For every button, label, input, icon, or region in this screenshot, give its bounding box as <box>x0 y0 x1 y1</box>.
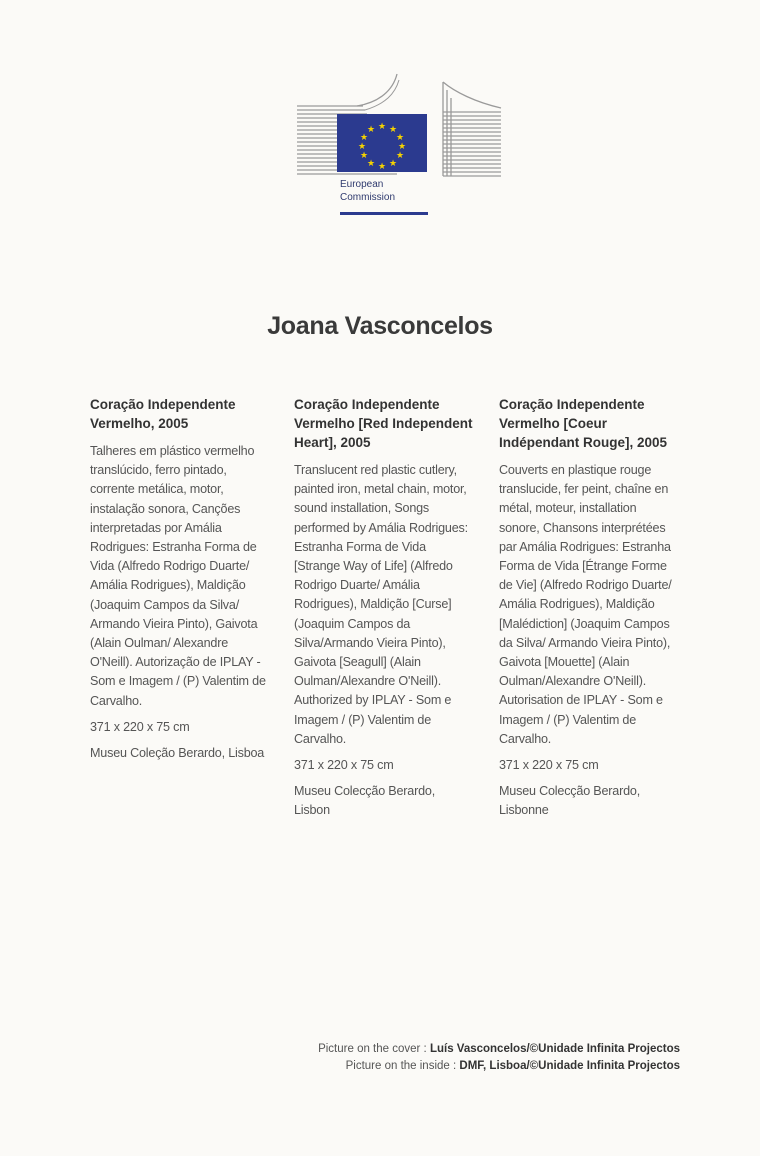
svg-text:★: ★ <box>359 133 369 143</box>
inside-credit <box>318 1058 680 1075</box>
svg-text:★: ★ <box>377 122 387 132</box>
cover-credit-label: Picture on the cover : <box>318 1043 430 1055</box>
svg-text:★: ★ <box>395 151 405 161</box>
svg-text:★: ★ <box>359 151 369 161</box>
artwork-dimensions: 371 x 220 x 75 cm <box>294 758 394 773</box>
logo-stripes-right <box>443 82 501 176</box>
artwork-title: Coração Independente Vermelho, 2005 <box>90 397 236 431</box>
svg-text:★: ★ <box>395 133 405 143</box>
svg-text:★: ★ <box>397 142 407 152</box>
svg-text:★: ★ <box>377 162 387 172</box>
inside-credit-value: DMF, Lisboa/©Unidade Infinita Projectos <box>459 1060 680 1072</box>
svg-text:★: ★ <box>388 125 398 135</box>
column-french <box>499 395 679 828</box>
artwork-location: Museu Colecção Berardo, Lisbonne <box>499 784 641 818</box>
artwork-description: Translucent red plastic cutlery, painted iron, metal chain, motor, sound installation, Songs performed by Amália Rodrigues: Estranha Forma de Vida [Strange Way of Life] (Alfredo Rodrigo Duarte/ Amália Rodrigues), Maldição [Curse] (Joaquim Campos da Silva/Armando Vieira Pinto), Gaivota [Seagull] (Alain Oulman/Alexandre O'Neill). Authorized by IPLAY - Som e Imagem / (P) Valentim de Carvalho. <box>294 463 468 746</box>
artwork-location: Museu Coleção Berardo, Lisboa <box>90 746 265 761</box>
artwork-title: Coração Independente Vermelho [Red Independent Heart], 2005 <box>294 397 473 450</box>
logo-caption-line1: European <box>340 179 384 190</box>
author-name: Joana Vasconcelos <box>267 312 493 340</box>
svg-text:★: ★ <box>357 142 367 152</box>
column-english <box>294 395 474 828</box>
artwork-description: Talheres em plástico vermelho translúcido, ferro pintado, corrente metálica, motor, instalação sonora, Canções interpretadas por Amália Rodrigues: Estranha Forma de Vida (Alfredo Rodrigo Duarte/ Amália Rodrigues), Maldição (Joaquim Campos da Silva/ Armando Vieira Pinto), Gaivota (Alain Oulman/ Alexandre O'Neill). Autorização de IPLAY - Som e Imagem / (P) Valentim de Carvalho. <box>90 444 266 708</box>
svg-text:★: ★ <box>388 159 398 169</box>
cover-credit-value: Luís Vasconcelos/©Unidade Infinita Projectos <box>429 1043 680 1055</box>
svg-text:★: ★ <box>366 125 376 135</box>
logo-caption <box>340 178 430 204</box>
artwork-dimensions: 371 x 220 x 75 cm <box>90 719 190 734</box>
logo-underline <box>340 212 428 215</box>
svg-text:★: ★ <box>366 159 376 169</box>
artwork-location: Museu Colecção Berardo, Lisbon <box>294 784 436 818</box>
artwork-title: Coração Independente Vermelho [Coeur Indépendant Rouge], 2005 <box>499 397 668 450</box>
cover-credit <box>318 1041 680 1058</box>
logo-caption-line2: Commission <box>340 192 396 203</box>
artwork-description: Couverts en plastique rouge translucide, fer peint, chaîne en métal, moteur, installation sonore, Chansons interprétées par Amália Rodrigues: Estranha Forma de Vida [Étrange Forme de Vie] (Alfredo Rodrigo Duarte/ Amália Rodrigues), Maldição [Malédiction] (Joaquim Campos da Silva/ Armando Vieira Pinto), Gaivota [Mouette] (Alain Oulman/Alexandre O'Neill). Autorisation de IPLAY - Som e Imagem / (P) Valentim de Carvalho. <box>499 463 672 746</box>
photo-credits <box>318 1041 680 1075</box>
artwork-dimensions: 371 x 220 x 75 cm <box>499 758 599 773</box>
column-portuguese <box>90 395 270 770</box>
inside-credit-label: Picture on the inside : <box>345 1060 460 1072</box>
